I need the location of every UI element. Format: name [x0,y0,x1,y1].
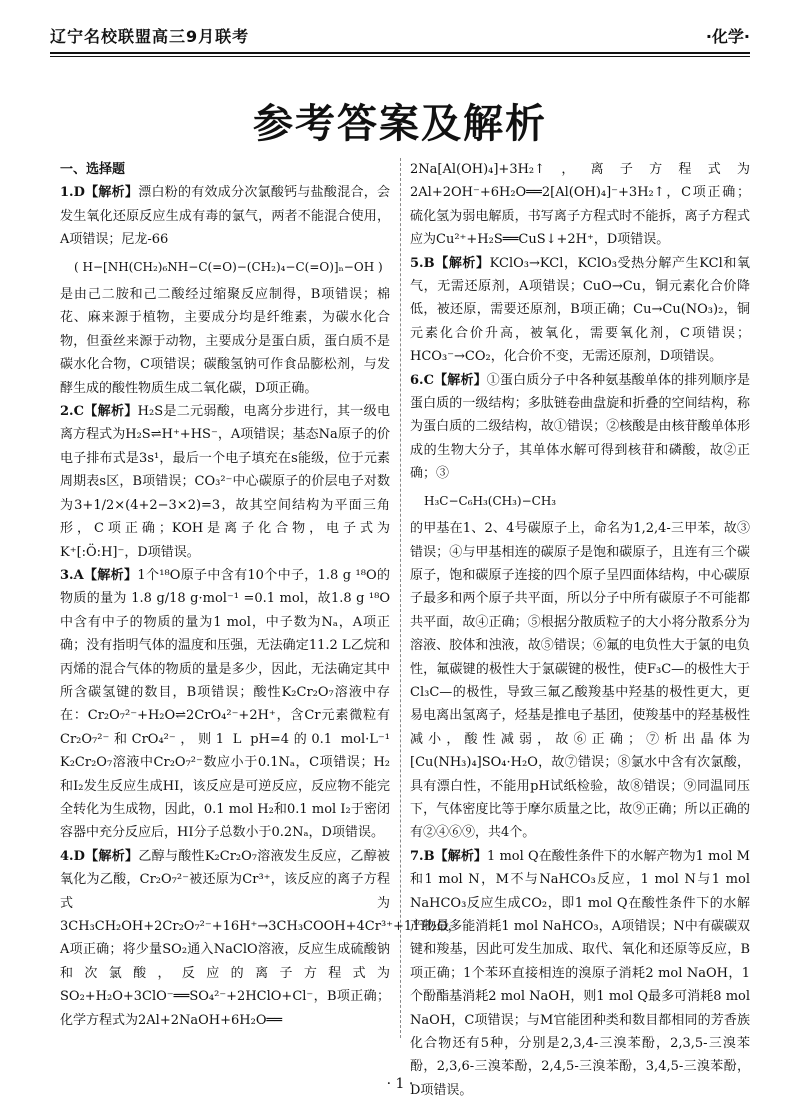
analysis-text: ①蛋白质分子中各种氨基酸单体的排列顺序是蛋白质的一级结构；多肽链卷曲盘旋和折叠的空间结构，称为蛋白质的二级结构，故①错误；②核酸是由核苷酸单体形成的生物大分子，其单体水解可得到核苷和磷酸，故②正确；③ [410,372,750,482]
analysis-text: 1个¹⁸O原子中含有10个中子，1.8 g ¹⁸O的物质的量为 1.8 g/18 g·mol⁻¹ =0.1 mol，故1.8 g ¹⁸O中含有中子的物质的量为1 mol，中子数为Nₐ，A项正确；没有指明气体的温度和压强，无法确定11.2 L乙烷和丙烯的混合气体的物质的量是多少，因此，无法确定其中所含碳氢键的数目，B项错误；酸性K₂Cr₂O₇溶液中存在：Cr₂O₇²⁻+H₂O⇌2CrO₄²⁻+2H⁺，含Cr元素微粒有Cr₂O₇²⁻和CrO₄²⁻，则1 L pH=4的0.1 mol·L⁻¹ K₂Cr₂O₇溶液中Cr₂O₇²⁻数应小于0.1Nₐ，C项错误；H₂和I₂发生反应生成HI，该反应是可逆反应，反应物不能完全转化为生成物，因此，0.1 mol H₂和0.1 mol I₂于密闭容器中充分反应后，HI分子总数小于0.2Nₐ，D项错误。 [60,567,390,841]
analysis-tag: 【解析】 [83,567,138,583]
question-number: 6. [410,372,424,388]
analysis-tag: 【解析】 [433,372,487,388]
analysis-tag: 【解析】 [434,255,490,271]
answer-letter: C [73,404,84,420]
question-number: 2. [60,404,74,420]
answer-letter: C [423,372,434,388]
analysis-text-continued: 的甲基在1、2、4号碳原子上，命名为1,2,4-三甲苯，故③错误；④与甲基相连的碳原子是饱和碳原子，且连有三个碳原子，饱和碳原子连接的四个原子呈四面体结构，中心碳原子最多和两个原子共平面，所以分子中所有碳原子不可能都共平面，故④正确；⑤根据分散质粒子的大小将分散系分为溶液、胶体和浊液，故⑤错误；⑥氟的电负性大于氯的电负性，氟碳键的极性大于氯碳键的极性，使F₃C—的极性大于Cl₃C—的极性，导致三氟乙酸羧基中羟基的极性更大，更易电离出氢离子，烃基是推电子基团，使羧基中的羟基极性减小，酸性减弱，故⑥正确；⑦析出晶体为[Cu(NH₃)₄]SO₄·H₂O，故⑦错误；⑧氯水中含有次氯酸，具有漂白性，不能用pH试纸检验，故⑧错误；⑨同温同压下，气体密度比等于摩尔质量之比，故⑨正确；所以正确的有②④⑥⑨，共4个。 [410,521,750,841]
question-item [60,181,390,400]
question-item [410,845,750,1102]
page-title: 参考答案及解析 [253,101,547,147]
analysis-tag: 【解析】 [434,848,487,864]
analysis-text: 漂白粉的有效成分次氯酸钙与盐酸混合，会发生氧化还原反应生成有毒的氯气，两者不能混合使用，A项错误；尼龙-66 [60,185,390,248]
answer-letter: A [73,567,84,583]
column-divider [400,158,401,1038]
question-number: 1. [60,185,74,201]
question-number: 3. [60,567,74,583]
answer-letter: D [73,848,85,864]
header-rule [50,52,750,54]
question-number: 4. [60,848,74,864]
answer-letter: B [423,848,435,864]
analysis-text: 2Na[Al(OH)₄]+3H₂↑，离子方程式为2Al+2OH⁻+6H₂O══2[Al(OH)₄]⁻+3H₂↑，C项正确；硫化氢为弱电解质，书写离子方程式时不能拆，离子方程式应为Cu²⁺+H₂S══CuS↓+2H⁺，D项错误。 [410,162,750,248]
question-number: 7. [410,848,424,864]
page-header [50,22,750,50]
question-item [410,369,750,845]
header-rule-thin [50,56,750,57]
analysis-text: H₂S是二元弱酸，电离分步进行，其一级电离方程式为H₂S⇌H⁺+HS⁻，A项错误；基态Na原子的价电子排布式是3s¹，最后一个电子填充在s能级，位于元素周期表s区，B项错误；CO₃²⁻中心碳原子的价层电子对数为3+1/2×(4+2−3×2)=3，故其空间结构为平面三角形，C项正确；KOH是离子化合物，电子式为K⁺[:Ö:H]⁻，D项错误。 [60,404,390,560]
question-item [410,252,750,369]
page-number: · 1 · [386,1076,414,1092]
question-item [60,845,461,1032]
section-heading: 一、选择题 [60,162,126,177]
structural-formula: ( H−[NH(CH₂)₆NH−C(=O)−(CH₂)₄−C(=O)]ₙ−OH ) [74,259,383,274]
structural-formula: H₃C−C₆H₃(CH₃)−CH₃ [424,493,557,508]
analysis-text: KClO₃→KCl，KClO₃受热分解产生KCl和氧气，无需还原剂，A项错误；CuO→Cu，铜元素化合价降低，被还原，需要还原剂，B项正确；Cu→Cu(NO₃)₂，铜元素化合价升高，被氧化，需要氧化剂，C项错误；HCO₃⁻→CO₂，化合价不变，无需还原剂，D项错误。 [410,255,750,365]
exam-title: 辽宁名校联盟高三9月联考 [50,27,250,46]
left-column [60,158,461,1032]
question-number: 5. [410,255,424,271]
analysis-tag: 【解析】 [84,848,139,864]
question-item [60,564,390,845]
analysis-text: 1 mol Q在酸性条件下的水解产物为1 mol M和1 mol N，M不与NaHCO₃反应，1 mol N与1 mol NaHCO₃反应生成CO₂，即1 mol Q在酸性条件下的水解产物最多能消耗1 mol NaHCO₃，A项错误；N中有碳碳双键和羧基，因此可发生加成、取代、氧化和还原等反应，B项正确；1个苯环直接相连的溴原子消耗2 mol NaOH，1个酚酯基消耗2 mol NaOH，则1 mol Q最多可消耗8 mol NaOH，C项错误；与M官能团种类和数目都相同的芳香族化合物还有5种，分别是2,3,4-三溴苯酚，2,3,5-三溴苯酚，2,3,6-三溴苯酚，2,4,5-三溴苯酚，3,4,5-三溴苯酚，D项错误。 [410,848,750,1098]
analysis-text-continued: 是由己二胺和己二酸经过缩聚反应制得，B项错误；棉花、麻来源于植物，主要成分均是纤维素，为碳水化合物，但蚕丝来源于动物，主要成分是蛋白质，蛋白质不是碳水化合物，C项错误；碳酸氢钠可作食品膨松剂，与发酵生成的酸性物质生成二氧化碳，D项正确。 [60,287,390,396]
answer-letter: D [73,185,85,201]
question-item [410,158,750,252]
analysis-text: 乙醇与酸性K₂Cr₂O₇溶液发生反应，乙醇被氧化为乙酸，Cr₂O₇²⁻被还原为Cr³⁺，该反应的离子方程式为3CH₃CH₂OH+2Cr₂O₇²⁻+16H⁺→3CH₃COOH+4Cr³⁺+11H₂O，A项正确；将少量SO₂通入NaClO溶液，反应生成硫酸钠和次氯酸，反应的离子方程式为SO₂+H₂O+3ClO⁻══SO₄²⁻+2HClO+Cl⁻，B项正确；化学方程式为2Al+2NaOH+6H₂O══ [60,848,461,1028]
answer-letter: B [423,255,435,271]
right-column [410,158,750,1102]
analysis-tag: 【解析】 [83,404,138,420]
subject-label: ·化学· [705,27,750,46]
analysis-tag: 【解析】 [84,185,139,201]
question-item [60,400,390,564]
